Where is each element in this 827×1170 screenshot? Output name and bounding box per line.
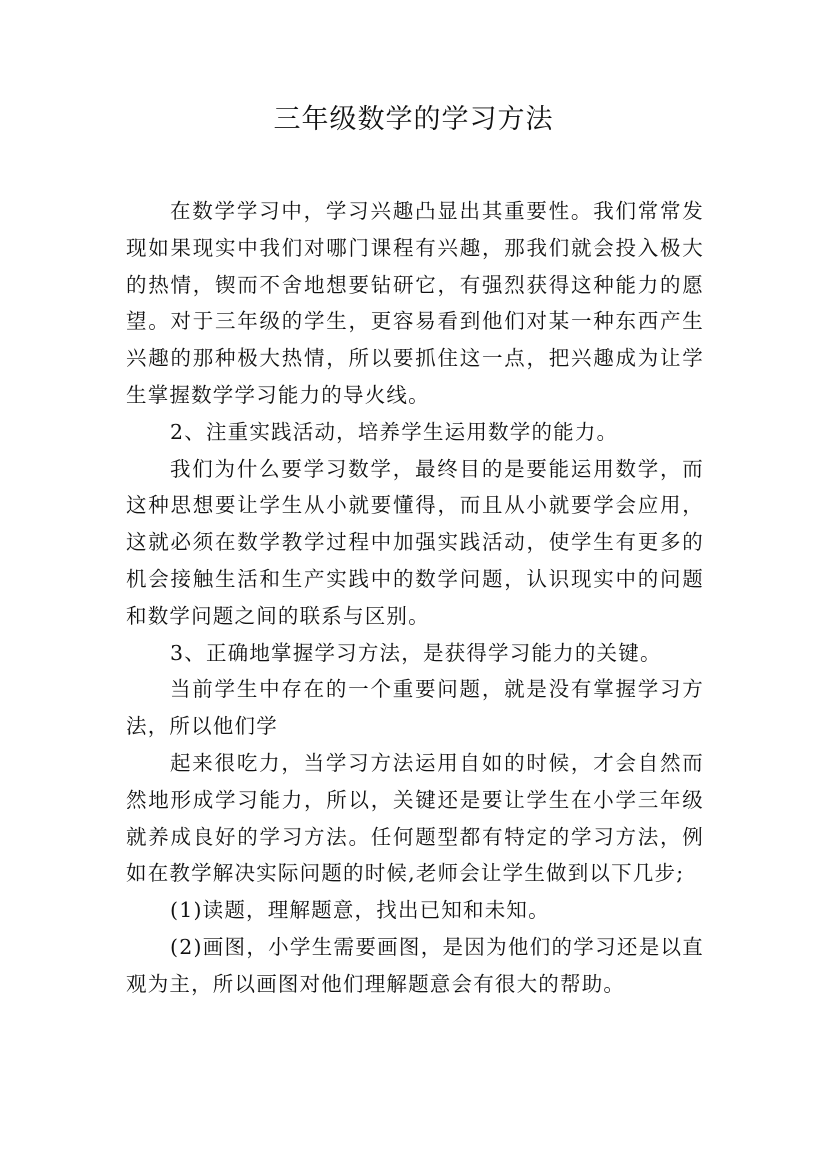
document-title: 三年级数学的学习方法 — [273, 104, 554, 135]
heading-practice: 2、注重实践活动，培养学生运用数学的能力。 — [170, 419, 619, 444]
paragraph-method-problem: 当前学生中存在的一个重要问题，就是没有掌握学习方法，所以他们学 — [126, 677, 704, 739]
step-read-problem: (1)读题，理解题意，找出已知和未知。 — [170, 898, 550, 923]
step-draw-diagram: (2)画图，小学生需要画图，是因为他们的学习还是以直观为主，所以画图对他们理解题意会有很大的帮助。 — [126, 934, 704, 996]
paragraph-practice: 我们为什么要学习数学，最终目的是要能运用数学，而这种思想要让学生从小就要懂得，而且从小就要学会应用，这就必须在数学教学过程中加强实践活动，使学生有更多的机会接触生活和生产实践中的数学问题，认识现实中的问题和数学问题之间的联系与区别。 — [126, 456, 704, 628]
document-body — [126, 193, 704, 1003]
heading-method: 3、正确地掌握学习方法，是获得学习能力的关键。 — [170, 640, 662, 665]
paragraph-interest: 在数学学习中，学习兴趣凸显出其重要性。我们常常发现如果现实中我们对哪门课程有兴趣，那我们就会投入极大的热情，锲而不舍地想要钻研它，有强烈获得这种能力的愿望。对于三年级的学生，更容易看到他们对某一种东西产生兴趣的那种极大热情，所以要抓住这一点，把兴趣成为让学生掌握数学学习能力的导火线。 — [126, 199, 704, 407]
paragraph-method-ability: 起来很吃力，当学习方法运用自如的时候，才会自然而然地形成学习能力，所以，关键还是要让学生在小学三年级就养成良好的学习方法。任何题型都有特定的学习方法，例如在教学解决实际问题的时候,老师会让学生做到以下几步; — [126, 750, 704, 886]
